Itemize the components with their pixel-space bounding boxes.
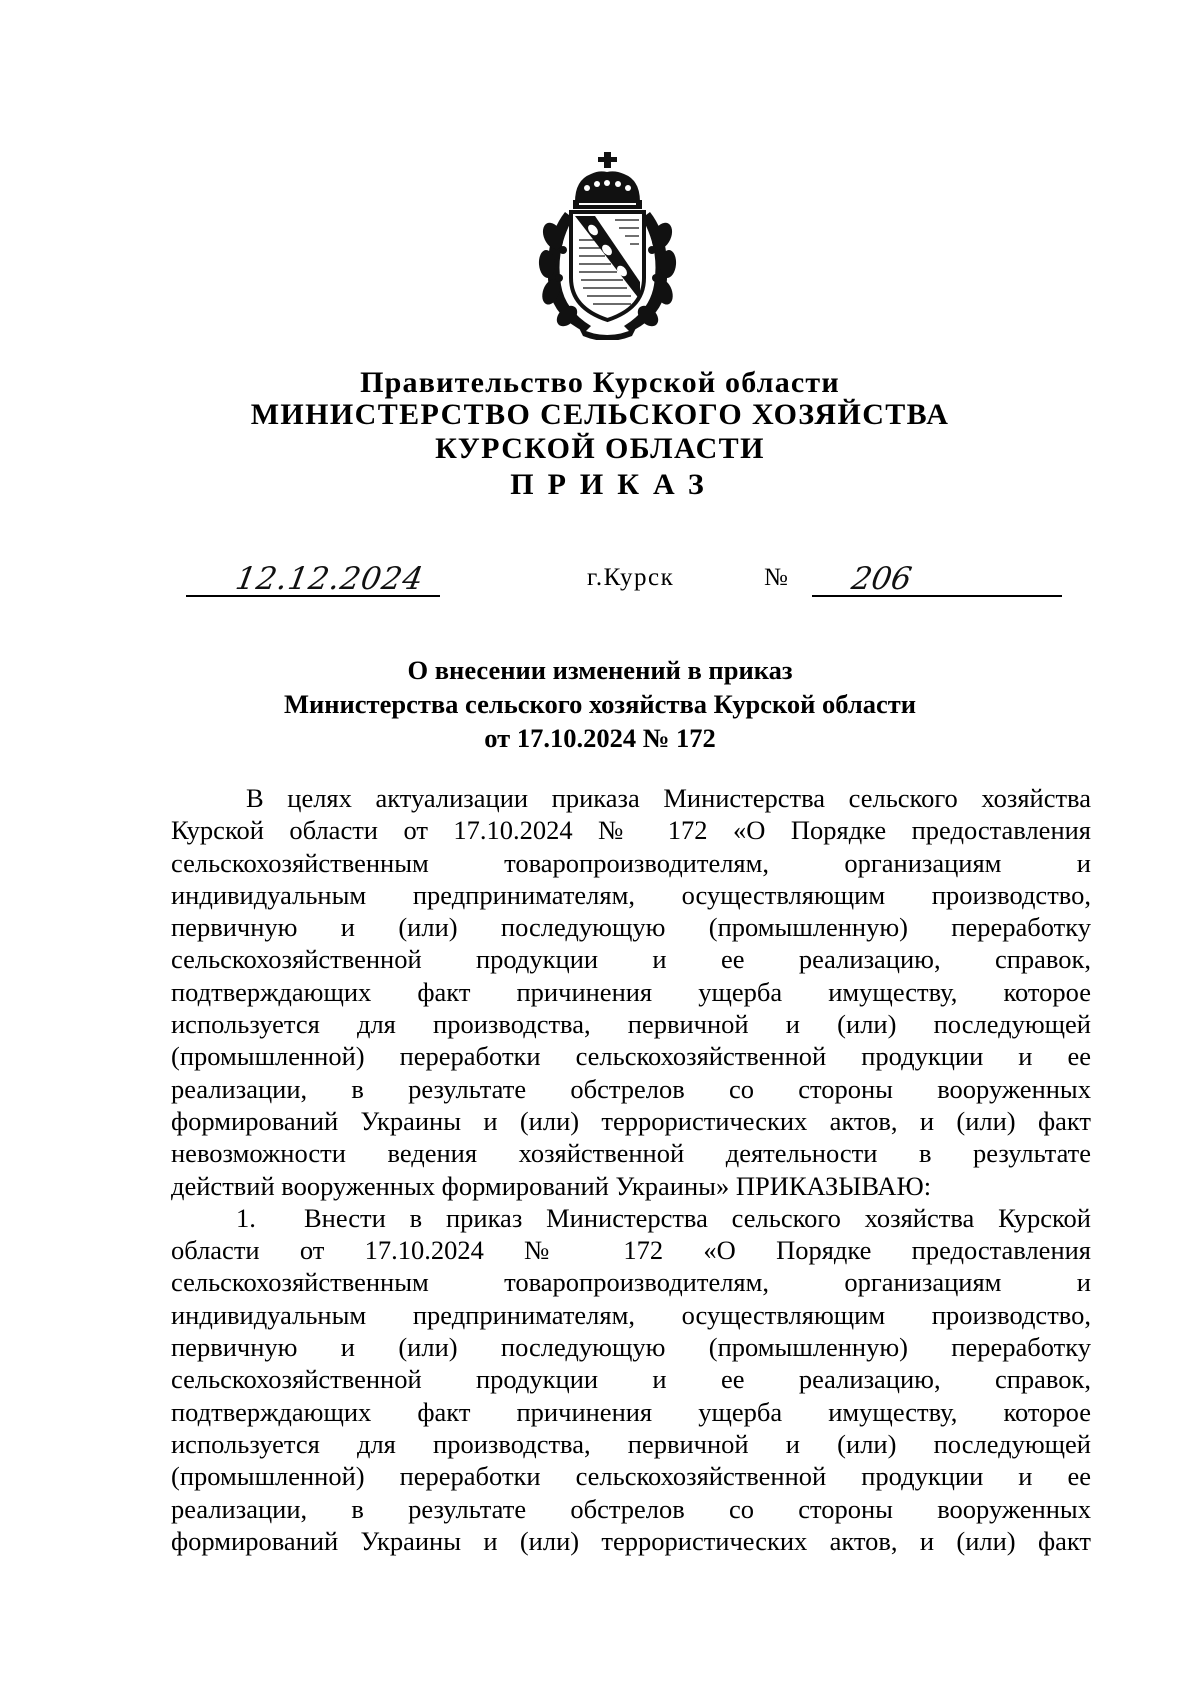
body-text — [171, 782, 1091, 1557]
number-sign: № — [764, 564, 788, 591]
body-line: Курской области от 17.10.2024 № 172 «О Порядке предоставления — [171, 815, 1091, 846]
body-line: первичную и (или) последующую (промышленную) переработку — [171, 912, 1091, 943]
body-line: индивидуальным предпринимателям, осуществляющим производство, — [171, 879, 1091, 910]
body-line: сельскохозяйственным товаропроизводителям, организациям и — [171, 847, 1091, 878]
body-line: (промышленной) переработки сельскохозяйственной продукции и ее — [171, 1041, 1091, 1072]
body-line: используется для производства, первичной и (или) последующей — [171, 1009, 1091, 1040]
body-line: реализации, в результате обстрелов со стороны вооруженных — [171, 1073, 1091, 1104]
city-label: г.Курск — [587, 564, 675, 591]
coat-of-arms-emblem — [535, 150, 680, 340]
ministry-name-line1: МИНИСТЕРСТВО СЕЛЬСКОГО ХОЗЯЙСТВА — [250, 398, 950, 431]
list-item-1-first-line — [171, 1202, 1091, 1234]
body-line: сельскохозяйственным товаропроизводителям, организациям и — [171, 1267, 1091, 1298]
body-line: области от 17.10.2024 № 172 «О Порядке предоставления — [171, 1235, 1091, 1266]
body-line: действий вооруженных формирований Украины» ПРИКАЗЫВАЮ: — [171, 1170, 932, 1201]
body-line: первичную и (или) последующую (промышленную) переработку — [171, 1332, 1091, 1363]
body-line: В целях актуализации приказа Министерства сельского хозяйства — [246, 783, 1091, 813]
body-line: Внести в приказ Министерства сельского хозяйства Курской — [304, 1202, 1091, 1233]
body-line: используется для производства, первичной и (или) последующей — [171, 1428, 1091, 1459]
body-line: формирований Украины и (или) террористических актов, и (или) факт — [171, 1105, 1091, 1136]
document-title-line1: О внесении изменений в приказ — [407, 655, 793, 685]
body-line: сельскохозяйственной продукции и ее реализацию, справок, — [171, 944, 1091, 975]
ministry-name-line2: КУРСКОЙ ОБЛАСТИ — [435, 432, 765, 465]
body-line: подтверждающих факт причинения ущерба имуществу, которое — [171, 1396, 1091, 1427]
government-name: Правительство Курской области — [360, 366, 840, 399]
document-type: ПРИКАЗ — [510, 468, 718, 501]
body-line: формирований Украины и (или) террористических актов, и (или) факт — [171, 1525, 1091, 1556]
body-line: (промышленной) переработки сельскохозяйственной продукции и ее — [171, 1461, 1091, 1492]
handwritten-date: 12.12.2024 — [232, 561, 427, 597]
body-line: реализации, в результате обстрелов со стороны вооруженных — [171, 1493, 1091, 1524]
document-title-line3: от 17.10.2024 № 172 — [484, 723, 716, 753]
document-title-line2: Министерства сельского хозяйства Курской области — [283, 689, 917, 719]
body-line: индивидуальным предпринимателям, осуществляющим производство, — [171, 1299, 1091, 1330]
body-line: невозможности ведения хозяйственной деятельности в результате — [171, 1138, 1091, 1169]
list-item-marker: 1. — [236, 1202, 256, 1233]
body-line: сельскохозяйственной продукции и ее реализацию, справок, — [171, 1364, 1091, 1395]
body-line: подтверждающих факт причинения ущерба имуществу, которое — [171, 976, 1091, 1007]
handwritten-number: 206 — [848, 561, 915, 597]
